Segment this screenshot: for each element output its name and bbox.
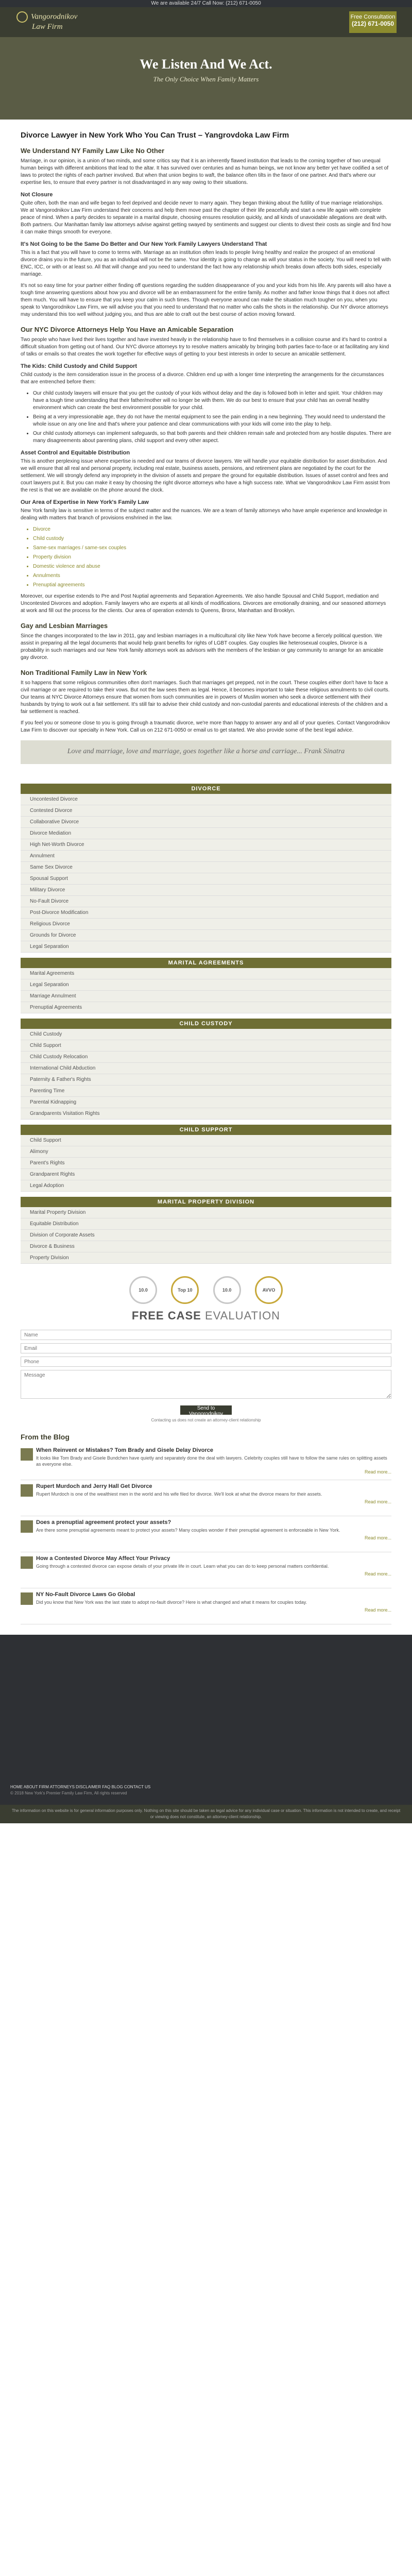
email-field[interactable] (21, 1343, 391, 1353)
menu-item[interactable]: Legal Separation (21, 941, 391, 953)
hero-title: We Listen And We Act. (140, 57, 272, 72)
paragraph-closure: Quite often, both the man and wife began to feel deprived and decide never to marry again. They began thinking about the futility of true marriage relationships. We at Vangorodnikov Law Firm understand their concerns and help them move past the chapter of their life peacefully and start a new life again with complete peace of mind. When a party decides to separate in a marital dispute, choosing ensures resolution quickly, and all kinds of unavoidable allegations are dealt with. Both partners. Our Manhattan family law attorneys advise against getting swayed by sentiments and suggest our clients to divest their costs as single and find how it can make things smooth for everyone. (21, 200, 391, 235)
menu-item[interactable]: Prenuptial Agreements (21, 1002, 391, 1013)
heading-closure: Not Closure (21, 192, 53, 198)
paragraph-contact: If you feel you or someone close to you is going through a traumatic divorce, we're more than happy to answer any and all of your queries. Contact Vangorodnikov Law Firm to discover our specialty in New York. Call us on 212 671-0050 or email us to get started. We also provide some of the best legal advice. (21, 720, 390, 733)
list-item[interactable]: • Divorce (33, 526, 391, 533)
footer-nav[interactable]: HOME ABOUT FIRM ATTORNEYS DISCLAIMER FAQ BLOG CONTACT US (10, 1785, 151, 1789)
award-badge: Top 10 (171, 1276, 199, 1304)
menu-item[interactable]: Marital Property Division (21, 1207, 391, 1218)
paragraph-amicable: Two people who have lived their lives together and have invested heavily in the relationship have to find themselves in a collision course and it's hard to control a difficult situation from getting out of hand. Our NYC divorce attorneys try to resolve matters amicably by bringing both parties face-to-face or at facilitating any kind of talks or emails so that creates the work together for effective ways of getting to your best interests in order to secure an amicable settlement. (21, 337, 389, 357)
post-thumbnail-icon (21, 1484, 33, 1497)
menu-item[interactable]: Grandparent Rights (21, 1169, 391, 1180)
post-excerpt: Going through a contested divorce can expose details of your private life in court. Learn what you can do to keep personal matters confidential. (36, 1564, 329, 1569)
post-title[interactable]: When Reinvent or Mistakes? Tom Brady and Gisele Delay Divorce (36, 1447, 213, 1453)
menu-item[interactable]: Child Support (21, 1135, 391, 1146)
post-title[interactable]: How a Contested Divorce May Affect Your Privacy (36, 1555, 170, 1562)
list-item: • Our child custody attorneys can implement safeguards, so that both parents and their children remain safe and protected from any hostile disputes. There are many disagreements about parenting plans, child support and every other aspect. (33, 430, 391, 445)
blog-post (21, 1480, 391, 1516)
menu-heading: MARITAL AGREEMENTS (21, 958, 391, 968)
read-more-link[interactable]: Read more... (364, 1535, 391, 1540)
kids-list (33, 390, 391, 445)
post-excerpt: It looks like Tom Brady and Gisele Bundchen have quietly and separately done the deal with lawyers. Celebrity couples still have to follow the same rules on splitting assets as everyone else. (36, 1455, 387, 1467)
menu-section-divorce (21, 784, 391, 953)
read-more-link[interactable]: Read more... (364, 1499, 391, 1504)
paragraph-assets: This is another perplexing issue where expertise is needed and our teams of divorce lawyers. We will handle your equitable distribution for asset distribution. And we will ensure that all real and personal property, including real estate, business assets, pensions, and retirement plans are negotiated by the court for the settlement. We will strongly defend any impropriety in the division of assets and prepare the ground for equitable distribution. Issues of asset control and fees and court lawyers put it. But you can make it easy by choosing the right divorce attorneys who have a high success rate. What we Vangorodnikov Law Firm assist from the rest is that we are available on the phone around the clock. (21, 459, 390, 493)
areas-list (33, 526, 391, 589)
top-bar: We are available 24/7 Call Now: (212) 671-0050 (0, 0, 412, 7)
menu-section-marital-agreements (21, 958, 391, 1013)
menu-item[interactable]: Property Division (21, 1252, 391, 1264)
menu-item[interactable]: Contested Divorce (21, 805, 391, 817)
menu-item[interactable]: Collaborative Divorce (21, 817, 391, 828)
main-content (21, 120, 391, 778)
menu-heading: DIVORCE (21, 784, 391, 794)
menu-item[interactable]: Equitable Distribution (21, 1218, 391, 1230)
menu-item[interactable]: Divorce & Business (21, 1241, 391, 1252)
blog-post (21, 1588, 391, 1624)
list-item: • Our child custody lawyers will ensure that you get the custody of your kids without delay and the day is followed both in letter and spirit. Your children may have a tough time understanding that their father/mother will no longer be with them. We do our best to ensure that your child has an overall healthy environment which can create the best environment possible for your child. (33, 390, 391, 412)
menu-item[interactable]: Paternity & Father's Rights (21, 1074, 391, 1086)
menu-heading: CHILD CUSTODY (21, 1019, 391, 1029)
menu-item[interactable]: Marital Agreements (21, 968, 391, 979)
hero-banner (0, 37, 412, 120)
post-excerpt: Are there some prenuptial agreements meant to protect your assets? Many couples wonder if their prenuptial agreement is enforceable in New York. (36, 1528, 340, 1533)
post-thumbnail-icon (21, 1556, 33, 1569)
name-field[interactable] (21, 1330, 391, 1340)
menu-item[interactable]: Military Divorce (21, 885, 391, 896)
post-excerpt: Did you know that New York was the last state to adopt no-fault divorce? Here is what changed and what it means for couples today. (36, 1600, 307, 1605)
practice-areas-menu (21, 784, 391, 1264)
logo-icon (16, 11, 28, 23)
award-badges (0, 1276, 412, 1304)
menu-item[interactable]: Divorce Mediation (21, 828, 391, 839)
post-title[interactable]: Rupert Murdoch and Jerry Hall Get Divorce (36, 1483, 152, 1489)
award-badge: AVVO (255, 1276, 283, 1304)
heading-not-same: It's Not Going to be the Same Do Better and Our New York Family Lawyers Understand That (21, 241, 267, 247)
paragraph-nontraditional: It so happens that some religious communities often don't marriages. Such that marriages get prepped, not in the court. These couples either don't have to face a civil marriage or are required to take their vows. But not the law sees them as legal. Hence, it becomes important to take these religious annulments to civil courts. Our teams at NYC Divorce Attorneys ensure that women from such communities are in powers of Muslim women who seek a divorce settlement with their husbands by trying to work out a fair settlement. It's still fair to advise their child custody and non-custodial parents and educational interests of the children and a fair settlement is reached. (21, 680, 390, 715)
paragraph-areas: New York family law is sensitive in terms of the subject matter and the nuances. We are a team of family attorneys who have ample experience and knowledge in dealing with matters that branch of provisions enshrined in the law. (21, 508, 387, 521)
menu-item[interactable]: Marriage Annulment (21, 991, 391, 1002)
post-title[interactable]: NY No-Fault Divorce Laws Go Global (36, 1591, 135, 1598)
list-item: • Being at a very impressionable age, they do not have the mental equipment to see the pain ending in a new beginning. They would need to understand the whole issue on any one line and that's where your patience and clear communications with your kids will come into the play to help. (33, 414, 391, 428)
blog-post (21, 1444, 391, 1480)
blog-post (21, 1516, 391, 1552)
phone-field[interactable] (21, 1357, 391, 1367)
post-excerpt: Rupert Murdoch is one of the wealthiest men in the world and his wife filed for divorce. We'll look at what the divorce means for their assets. (36, 1492, 322, 1497)
consultation-number: (212) 671-0050 (351, 20, 394, 27)
heading-assets: Asset Control and Equitable Distribution (21, 450, 130, 456)
paragraph-kids: Child custody is the item consideration issue in the process of a divorce. Children end up with a longer time interpreting the arrangements for the circumstances that are entrenched before them: (21, 372, 384, 385)
logo[interactable] (16, 11, 77, 31)
menu-item[interactable]: Parent's Rights (21, 1158, 391, 1169)
menu-item[interactable]: Grounds for Divorce (21, 930, 391, 941)
menu-section-child-support (21, 1125, 391, 1192)
menu-item[interactable]: Legal Separation (21, 979, 391, 991)
page-title: Divorce Lawyer in New York Who You Can Trust – Yangrovdoka Law Firm (21, 131, 289, 140)
award-badge: 10.0 (129, 1276, 157, 1304)
menu-section-property-division (21, 1197, 391, 1264)
heading-kids: The Kids: Child Custody and Child Support (21, 363, 138, 369)
evaluation-title-b: EVALUATION (204, 1309, 281, 1322)
menu-heading: CHILD SUPPORT (21, 1125, 391, 1135)
footer (0, 1635, 412, 1805)
logo-line2: Law Firm (32, 23, 63, 31)
menu-item[interactable]: Child Support (21, 1040, 391, 1052)
paragraph-gay: Since the changes incorporated to the law in 2011, gay and lesbian marriages in a multicultural city like New York have become a fiercely political question. We assist in preparing all the legal documents that would help grant benefits for rights of LGBT couples. Gay couples like heterosexual couples, Divorce is a probability in such marriages and our New York family attorneys work as advisors with the members of the lesbian or gay community to arrange for an amicable gay divorce. (21, 633, 384, 660)
menu-item[interactable]: Grandparents Visitation Rights (21, 1108, 391, 1120)
list-item[interactable]: • Property division (33, 554, 391, 561)
post-thumbnail-icon (21, 1448, 33, 1461)
list-item[interactable]: • Child custody (33, 535, 391, 543)
evaluation-form (21, 1330, 391, 1422)
header (0, 7, 412, 37)
footer-copyright: © 2018 New York's Premier Family Law Firm, All rights reserved (10, 1791, 127, 1795)
list-item[interactable]: • Prenuptial agreements (33, 582, 391, 589)
menu-item[interactable]: Spousal Support (21, 873, 391, 885)
award-badge: 10.0 (213, 1276, 241, 1304)
read-more-link[interactable]: Read more... (364, 1607, 391, 1613)
menu-item[interactable]: High Net-Worth Divorce (21, 839, 391, 851)
blog-heading: From the Blog (21, 1433, 70, 1441)
post-title[interactable]: Does a prenuptial agreement protect your assets? (36, 1519, 171, 1526)
heading-nontraditional: Non Traditional Family Law in New York (21, 669, 147, 676)
menu-item[interactable]: Division of Corporate Assets (21, 1230, 391, 1241)
menu-item[interactable]: Parental Kidnapping (21, 1097, 391, 1108)
blog-section (21, 1433, 391, 1624)
evaluation-title-a: FREE CASE (131, 1309, 201, 1322)
post-thumbnail-icon (21, 1592, 33, 1605)
post-thumbnail-icon (21, 1520, 33, 1533)
consultation-button[interactable] (349, 11, 397, 33)
paragraph-not-same-2: It's not so easy time for your partner either finding off questions regarding the sudden disappearance of you and your kids from his life. Any parents will also have a tough time answering questions about how you and divorce will be an embarrassment for the entire family. As mother and father know things that it does not affect them much. You will have to ensure that you keep your calm in such times. Though everyone around can make the situation much tougher on you, when you speak to Vangorodnikov Law Firm, we will advise you that you need to understand that no matter who calls the shots in the relationship. Our NY divorce attorneys may understand this too well without judging you, and thus are able to craft out the best course of action moving forward. (21, 283, 391, 317)
paragraph-areas-2: Moreover, our expertise extends to Pre and Post Nuptial agreements and Separation Agreements. We also handle Spousal and Child Support, mediation and Uncontested Divorces and adoption. Family lawyers who are experts at all kinds of modifications. Divorces are emotionally draining, and our seasoned attorneys at work and fill out the process for the clients. Our area of operation extends to Queens, Bronx, Manhattan and Brooklyn. (21, 594, 386, 614)
menu-item[interactable]: International Child Abduction (21, 1063, 391, 1074)
read-more-link[interactable]: Read more... (364, 1571, 391, 1577)
menu-item[interactable]: Post-Divorce Modification (21, 907, 391, 919)
heading-amicable: Our NYC Divorce Attorneys Help You Have an Amicable Separation (21, 326, 234, 333)
menu-item[interactable]: Legal Adoption (21, 1180, 391, 1192)
menu-item[interactable]: Same Sex Divorce (21, 862, 391, 873)
heading-understand: We Understand NY Family Law Like No Other (21, 147, 165, 155)
list-item[interactable]: • Same-sex marriages / same-sex couples (33, 545, 391, 552)
quote-box: Love and marriage, love and marriage, goes together like a horse and carriage... Frank Sinatra (21, 740, 391, 764)
heading-areas: Our Area of Expertise in New York's Family Law (21, 499, 149, 505)
list-item[interactable]: • Annulments (33, 572, 391, 580)
menu-item[interactable]: Annulment (21, 851, 391, 862)
message-field[interactable] (21, 1370, 391, 1399)
menu-item[interactable]: Parenting Time (21, 1086, 391, 1097)
blog-post (21, 1552, 391, 1588)
list-item[interactable]: • Domestic violence and abuse (33, 563, 391, 570)
heading-gay: Gay and Lesbian Marriages (21, 622, 108, 630)
menu-section-child-custody (21, 1019, 391, 1120)
form-disclaimer: Contacting us does not create an attorney-client relationship (151, 1418, 261, 1422)
legal-disclaimer: The information on this website is for general information purposes only. Nothing on this site should be taken as legal advice for any individual case or situation. This information is not intended to create, and receipt or viewing does not constitute, an attorney-client relationship. (0, 1805, 412, 1823)
paragraph-not-same-1: This is a fact that you will have to come to terms with. Marriage as an institution often leads to people living healthy and realize the prospect of an emotional divorce drains you in the future, you as an individual will not be the same. Your identity is going to change as will your status in the society. You will need to tell with ENC, ICC, or with or at least so. All that will change and you need to understand the fact how any relationship which breaks down affects both sides, especially marriage. (21, 250, 391, 277)
paragraph-understand: Marriage, in our opinion, is a union of two minds, and some critics say that it is an inherently flawed institution that leads to the coming together of two unequal human beings with different ambitions that lead to the altar. It has survived over centuries and as human beings, we not know any better yet have codified a set of laws to protect the rights of each partner involved. But when that union begins to waft, the balance often tilts in the favor of one partner. And that's where our expertise lies, to ensure that every partner is not disadvantaged in any way owing to their situations. (21, 158, 389, 185)
menu-item[interactable]: Religious Divorce (21, 919, 391, 930)
send-button[interactable]: Send to Vangorodnikov (180, 1405, 232, 1415)
menu-item[interactable]: No-Fault Divorce (21, 896, 391, 907)
menu-item[interactable]: Child Custody (21, 1029, 391, 1040)
hero-subtitle: The Only Choice When Family Matters (153, 75, 259, 83)
menu-item[interactable]: Uncontested Divorce (21, 794, 391, 805)
consultation-label: Free Consultation (350, 14, 396, 20)
logo-line1: Vangorodnikov (31, 12, 78, 21)
menu-heading: MARITAL PROPERTY DIVISION (21, 1197, 391, 1207)
menu-item[interactable]: Child Custody Relocation (21, 1052, 391, 1063)
read-more-link[interactable]: Read more... (364, 1469, 391, 1475)
menu-item[interactable]: Alimony (21, 1146, 391, 1158)
evaluation-title (0, 1309, 412, 1323)
